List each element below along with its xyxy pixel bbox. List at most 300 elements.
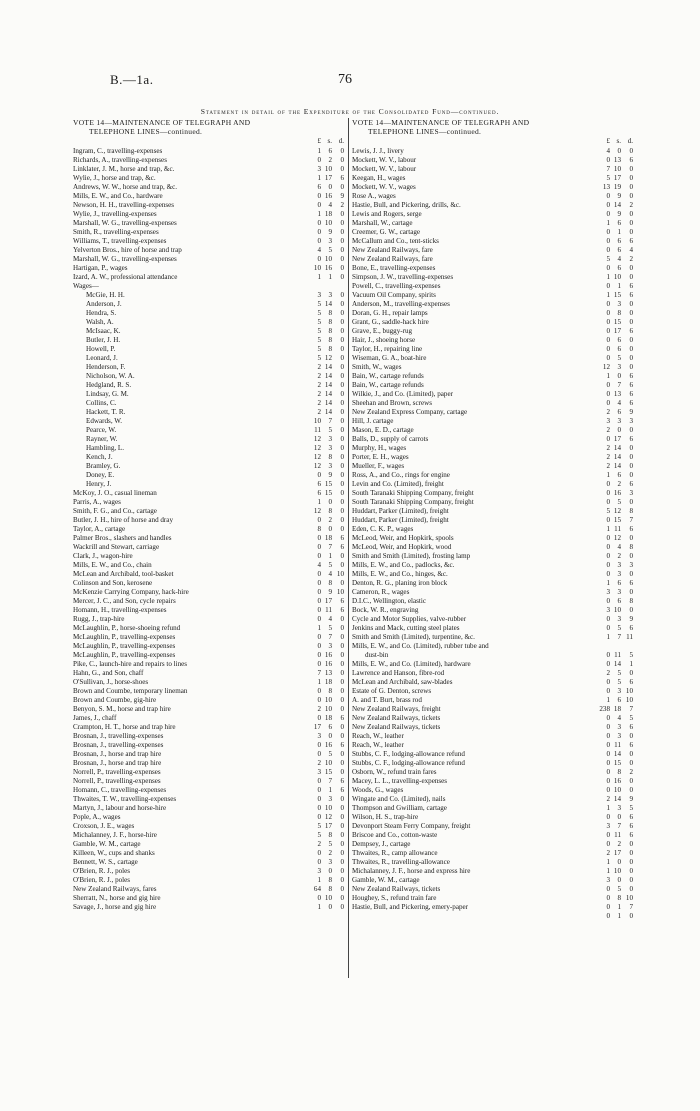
amount-pounds: 0 [317,201,321,209]
amount-pounds: 0 [606,831,610,839]
amount-pounds: 12 [313,444,321,452]
amount-pence: 0 [629,147,633,155]
entry-amount [307,165,345,174]
amount-pence: 0 [340,399,344,407]
amount-pence: 0 [629,453,633,461]
entry-description: dust-bin [365,651,389,659]
amount-pounds: 1 [317,903,321,911]
entry-description: Benyon, S. M., horse and trap hire [73,705,171,713]
amount-pounds: 0 [606,300,610,308]
entry-row [352,228,634,237]
amount-pence: 6 [629,741,633,749]
amount-shillings: 0 [617,426,621,434]
entry-row [352,687,634,696]
amount-shillings: 10 [324,759,332,767]
entry-description: Mockett, W. V., wages [352,183,416,191]
entry-description: Hartigan, P., wages [73,264,128,272]
entry-row [73,615,345,624]
amount-pence: 0 [629,786,633,794]
entry-row [352,696,634,705]
entry-description: Croxson, J. E., wages [73,822,135,830]
amount-pence: 0 [629,228,633,236]
wage-entry-row [73,462,345,471]
entry-description: Wilson, H. S., trap-hire [352,813,419,821]
entry-amount [596,831,634,840]
entry-description: Clark, J., wagon-hire [73,552,133,560]
entry-row [73,489,345,498]
amount-pounds: 3 [606,876,610,884]
amount-pence [621,642,633,651]
entry-amount [596,651,634,660]
amount-pounds: 0 [606,615,610,623]
entry-amount [596,516,634,525]
entry-amount [307,462,345,471]
entry-row [73,831,345,840]
entry-description: Henry, J. [86,480,112,488]
amount-shillings: 9 [617,192,621,200]
wage-entry-row [73,336,345,345]
amount-pence: 2 [629,255,633,263]
entry-description: McCallum and Co., tent-sticks [352,237,439,245]
entry-description: Denton, R. G., planing iron block [352,579,448,587]
amount-shillings: 11 [614,525,621,533]
amount-shillings: 12 [613,507,621,515]
amount-pounds: 5 [317,336,321,344]
entry-description: Porter, E. H., wages [352,453,409,461]
entry-amount [307,885,345,894]
entry-description: Yelverton Bros., hire of horse and trap [73,246,182,254]
entry-row [352,894,634,903]
amount-pounds: 238 [599,705,610,713]
entry-description: McKenzie Carrying Company, hack-hire [73,588,189,596]
entry-description: Brosnan, J., travelling-expenses [73,732,164,740]
entry-description: O'Brien, R. J., poles [73,867,131,875]
entry-description: Taylor, H., repairing line [352,345,423,353]
amount-pounds: 12 [602,363,610,371]
amount-shillings: 5 [617,885,621,893]
entry-row [73,561,345,570]
entry-description: Simpson, J. W., travelling-expenses [352,273,454,281]
entry-row [73,876,345,885]
entry-amount [307,228,345,237]
amount-shillings: 10 [324,219,332,227]
entry-amount [596,273,634,282]
entry-description: Levin and Co. (Limited), freight [352,480,444,488]
entry-amount [596,903,634,912]
amount-pounds: 0 [606,516,610,524]
amount-shillings: 18 [324,210,332,218]
entry-amount [307,192,345,201]
amount-pence: 0 [629,552,633,560]
amount-pence: 0 [340,750,344,758]
entry-amount [307,300,345,309]
amount-shillings: 3 [328,237,332,245]
amount-shillings: 10 [613,867,621,875]
entry-row [73,156,345,165]
entry-description: Bone, E., travelling-expenses [352,264,436,272]
entry-amount [307,822,345,831]
entry-amount [307,642,345,651]
amount-pence: 6 [629,723,633,731]
entry-description: Wilkie, J., and Co. (Limited), paper [352,390,453,398]
amount-pence: 0 [629,210,633,218]
entry-description: Sherratt, N., horse and gig hire [73,894,161,902]
amount-pounds: 0 [317,606,321,614]
entry-row [73,273,345,282]
entry-description: Hair, J., shoeing horse [352,336,416,344]
entry-amount [307,768,345,777]
entry-row [73,660,345,669]
entry-description: McLaughlin, P., travelling-expenses [73,651,176,659]
amount-pence: 2 [629,768,633,776]
amount-shillings: 12 [324,813,332,821]
amount-shillings: 6 [617,579,621,587]
entry-row [352,669,634,678]
amount-pounds: 3 [317,768,321,776]
amount-pence: 6 [629,480,633,488]
amount-shillings: 6 [617,246,621,254]
entry-description: Hedgland, R. S. [86,381,132,389]
amount-pence: 5 [629,714,633,722]
entry-description: Stubbs, C. F., lodging-allowance refund [352,759,465,767]
amount-pounds: 0 [606,390,610,398]
amount-pence: 0 [340,462,344,470]
entry-description: Hill, J. cartage [352,417,394,425]
entry-amount [596,300,634,309]
amount-pence: 0 [629,183,633,191]
entry-row [352,795,634,804]
amount-pence: 5 [629,804,633,812]
entry-row [73,237,345,246]
entry-amount [596,867,634,876]
entry-amount [307,273,345,282]
entry-row [352,597,634,606]
entry-amount [307,705,345,714]
entry-amount [596,183,634,192]
amount-shillings: 3 [328,642,332,650]
amount-pounds: 0 [317,579,321,587]
entry-description: Macey, L. L., travelling-expenses [352,777,448,785]
amount-shillings: 5 [328,750,332,758]
entry-amount [307,354,345,363]
amount-shillings: 8 [328,579,332,587]
amount-shillings: 18 [324,714,332,722]
entry-amount [307,534,345,543]
entry-description: Wackrill and Stewart, carriage [73,543,160,551]
entry-description: Vacuum Oil Company, spirits [352,291,436,299]
amount-pounds: 0 [317,777,321,785]
entry-amount [596,696,634,705]
amount-pounds: 1 [606,579,610,587]
amount-pence: 0 [340,354,344,362]
entry-amount [307,309,345,318]
amount-pence: 0 [340,759,344,767]
entry-description: Murphy, H., wages [352,444,407,452]
entry-row [352,246,634,255]
entry-description: Gamble, W. M., cartage [352,876,420,884]
entry-description: New Zealand Railways, fare [352,246,433,254]
amount-pence: 3 [629,489,633,497]
entry-row [73,516,345,525]
entry-row [352,417,634,426]
amount-shillings: 14 [324,390,332,398]
amount-pence: 0 [629,273,633,281]
amount-pence: 0 [340,867,344,875]
entry-amount [307,183,345,192]
amount-pounds: 0 [606,840,610,848]
entry-row [73,597,345,606]
entry-row [352,183,634,192]
entry-row [352,318,634,327]
amount-pence: 0 [629,363,633,371]
entry-amount [596,588,634,597]
statement-title: Statement in detail of the Expenditure of the Consolidated Fund—continued. [200,107,500,116]
entry-amount [307,516,345,525]
entry-description: South Taranaki Shipping Company, freight [352,498,474,506]
amount-shillings: 17 [613,327,621,335]
entry-description: Dempsey, J., cartage [352,840,411,848]
amount-pence: 0 [340,327,344,335]
amount-shillings: 16 [324,660,332,668]
amount-shillings: 4 [617,543,621,551]
amount-pounds: 0 [317,534,321,542]
entry-amount [307,876,345,885]
entry-amount [307,903,345,912]
entry-row [73,624,345,633]
entry-amount [596,840,634,849]
amount-pounds: 2 [317,399,321,407]
amount-shillings: 12 [613,534,621,542]
amount-pence: 0 [340,516,344,524]
entry-row [73,588,345,597]
amount-pounds: 0 [606,723,610,731]
amount-shillings: 2 [617,552,621,560]
amount-pence: 0 [340,264,344,272]
amount-shillings: 10 [324,165,332,173]
entry-row [73,570,345,579]
amount-pounds: 1 [606,471,610,479]
entry-row [73,507,345,516]
amount-pence: 0 [340,804,344,812]
amount-shillings: 7 [617,822,621,830]
entry-description: Marshall, W. G., travelling-expenses [73,219,177,227]
entry-description: Norrell, P., travelling-expenses [73,777,161,785]
amount-pounds: 10 [313,264,321,272]
entry-amount [307,219,345,228]
wage-entry-row [73,381,345,390]
amount-shillings: 11 [325,606,332,614]
entry-amount [596,678,634,687]
amount-shillings: 13 [613,156,621,164]
entry-amount [307,543,345,552]
amount-pounds: 0 [317,255,321,263]
amount-shillings: 7 [328,633,332,641]
amount-pounds: 2 [606,462,610,470]
entry-description: Eden, C. K. P., wages [352,525,414,533]
amount-shillings: 3 [328,462,332,470]
entry-row [73,147,345,156]
entry-amount [596,750,634,759]
amount-pence: 6 [340,543,344,551]
amount-pounds: 5 [317,822,321,830]
entry-row [352,732,634,741]
amount-pence: 0 [340,507,344,515]
amount-shillings: 9 [328,588,332,596]
amount-pence: 0 [629,498,633,506]
entry-amount [307,471,345,480]
amount-shillings: 6 [328,147,332,155]
entry-amount [596,327,634,336]
entry-row [352,237,634,246]
amount-pence: 9 [629,795,633,803]
amount-pence: 10 [336,570,344,578]
amount-shillings: 10 [324,705,332,713]
entry-description: Osborn, W., refund train fares [352,768,437,776]
amount-pence: 0 [340,453,344,461]
amount-shillings: 3 [328,435,332,443]
entry-description: Brosnan, J., horse and trap hire [73,750,162,758]
entry-amount [307,732,345,741]
entry-row [73,651,345,660]
amount-pounds: 2 [606,444,610,452]
amount-shillings: 14 [613,453,621,461]
amount-pence: 9 [629,408,633,416]
amount-shillings: 18 [324,534,332,542]
entry-row [73,885,345,894]
amount-pence: 6 [629,813,633,821]
entry-amount [596,210,634,219]
entry-description: Lewis and Rogers, serge [352,210,422,218]
amount-pence: 10 [625,696,633,704]
amount-pounds: 1 [606,867,610,875]
amount-pounds: 2 [606,408,610,416]
entry-row [352,399,634,408]
entry-description: Thwaites, R., travelling-allowance [352,858,450,866]
entries-list [352,147,634,921]
entry-description: Rugg, J., trap-hire [73,615,125,623]
entry-row [73,867,345,876]
amount-pounds: 8 [317,525,321,533]
entries-list [73,147,345,912]
amount-pence: 0 [340,435,344,443]
entry-description: Anderson, M., travelling-expenses [352,300,450,308]
entry-amount [307,318,345,327]
amount-shillings: 10 [324,696,332,704]
entry-description: Leonard, J. [86,354,118,362]
entry-row [73,498,345,507]
amount-pence: 7 [629,705,633,713]
amount-pounds: 0 [606,903,610,911]
entry-amount [307,282,345,291]
entry-amount [307,417,345,426]
amount-pounds: 3 [606,606,610,614]
entry-row [352,588,634,597]
amount-pounds: 0 [606,246,610,254]
amount-pounds: 0 [606,687,610,695]
amount-shillings: 8 [617,768,621,776]
entry-amount [596,174,634,183]
amount-pounds: 5 [317,831,321,839]
entry-description: Estate of G. Denton, screws [352,687,432,695]
entry-description: Colinson and Son, kerosene [73,579,153,587]
entry-row [73,192,345,201]
entry-row [73,705,345,714]
entry-amount [596,669,634,678]
entry-amount [596,759,634,768]
entry-amount [596,372,634,381]
amount-shillings: 11 [614,741,621,749]
entry-row [352,804,634,813]
amount-shillings: 2 [617,840,621,848]
amount-pounds: 5 [606,507,610,515]
amount-pence: 0 [629,912,633,920]
entry-amount [596,399,634,408]
entry-amount [596,255,634,264]
amount-pounds: 1 [606,804,610,812]
entry-description: McLaughlin, P., horse-shoeing refund [73,624,181,632]
entry-row [352,849,634,858]
amount-pounds: 0 [606,912,610,920]
amount-pounds: 0 [606,786,610,794]
amount-pence: 0 [629,165,633,173]
entry-row [73,822,345,831]
amount-pence: 0 [340,795,344,803]
entry-amount [307,363,345,372]
entry-description: Taylor, A., cartage [73,525,126,533]
amount-pence: 8 [629,597,633,605]
entry-amount [596,453,634,462]
amount-shillings: 16 [613,777,621,785]
amount-pence: 0 [340,291,344,299]
amount-pounds: 0 [317,813,321,821]
entry-description: McLean and Archibald, tool-basket [73,570,174,578]
entry-amount [307,156,345,165]
entry-description: Smith and Smith (Limited), frosting lamp [352,552,471,560]
amount-pounds: 0 [606,759,610,767]
amount-shillings [610,642,621,651]
entry-amount [596,192,634,201]
entry-row [352,768,634,777]
amount-pence: 8 [629,543,633,551]
entry-amount [596,723,634,732]
entry-amount [596,462,634,471]
entry-row [352,408,634,417]
amount-pence: 0 [340,228,344,236]
amount-pounds: 1 [317,678,321,686]
entry-amount [596,498,634,507]
entry-amount [596,237,634,246]
entry-description: Michalanney, J. F., horse and express hire [352,867,471,875]
amount-shillings: 0 [328,867,332,875]
entry-amount [307,813,345,822]
amount-pounds: 1 [606,858,610,866]
entry-row [352,624,634,633]
amount-shillings: 17 [613,174,621,182]
entry-row [352,723,634,732]
entry-description: Butler, J. H. [86,336,121,344]
amount-pence: 6 [340,714,344,722]
amount-pence: 0 [629,318,633,326]
amount-pence: 9 [629,615,633,623]
entry-amount [307,210,345,219]
amount-pounds: 1 [606,273,610,281]
amount-pence: 0 [340,498,344,506]
amount-shillings: 6 [617,237,621,245]
entry-amount [596,885,634,894]
wage-entry-row [73,363,345,372]
amount-shillings: 4 [617,255,621,263]
amount-pence: 0 [340,219,344,227]
